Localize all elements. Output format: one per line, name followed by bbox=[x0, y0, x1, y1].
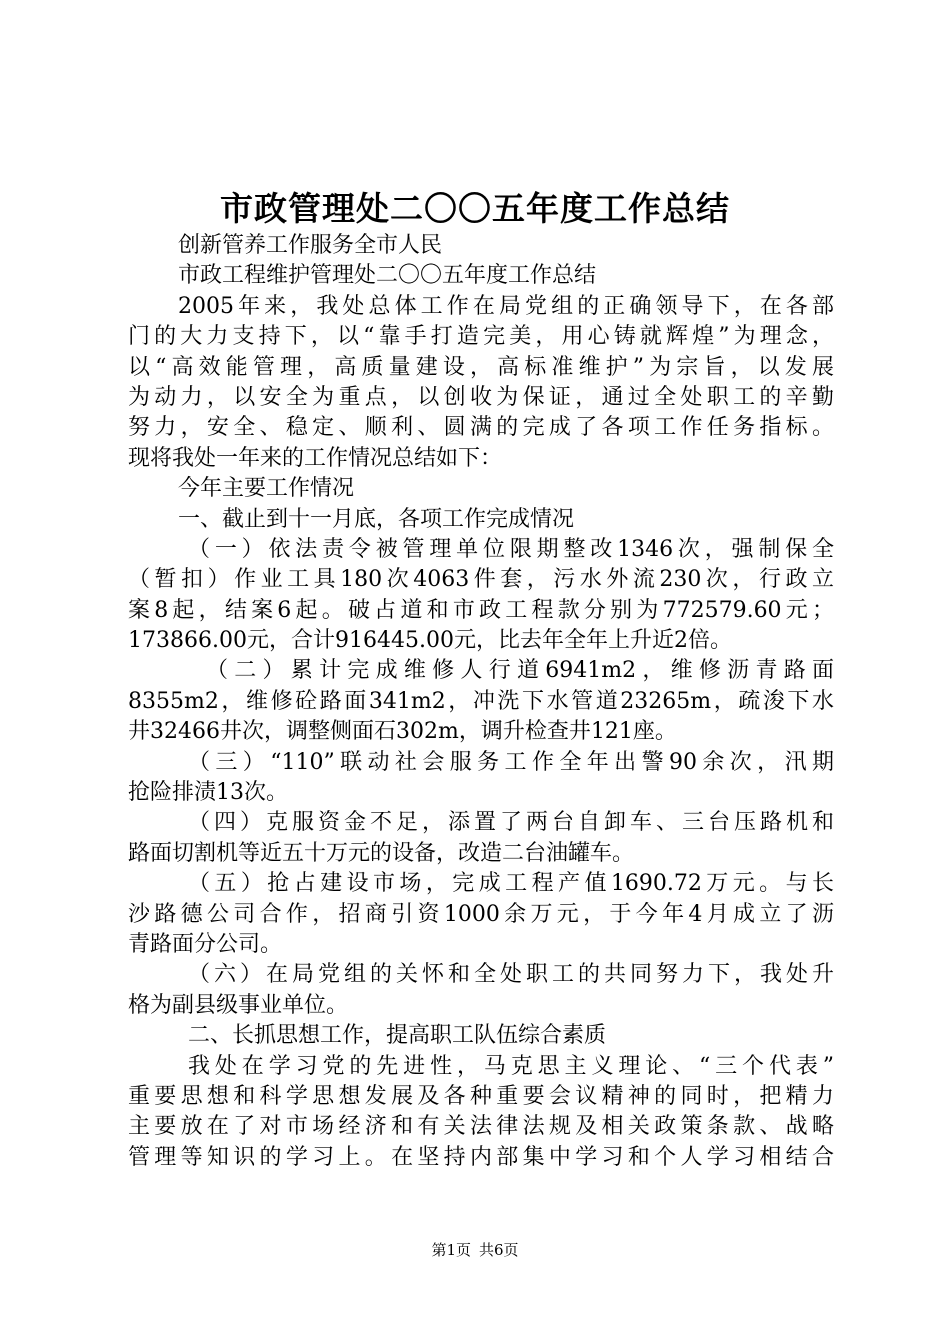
section-heading: 今年主要工作情况 bbox=[178, 476, 355, 502]
paragraph-line: 案8起，结案6起。破占道和市政工程款分别为772579.60元； bbox=[128, 597, 834, 623]
paragraph-line: 主要放在了对市场经济和有关法律法规及相关政策条款、战略 bbox=[128, 1114, 834, 1140]
paragraph-line: （一）依法责令被管理单位限期整改1346次，强制保全 bbox=[188, 536, 834, 562]
page-number: 第1页 bbox=[431, 1241, 471, 1259]
paragraph-line: 以“高效能管理，高质量建设，高标准维护”为宗旨，以发展 bbox=[128, 354, 834, 380]
paragraph-line: （四）克服资金不足，添置了两台自卸车、三台压路机和 bbox=[188, 810, 834, 836]
paragraph-line: （暂扣）作业工具180次4063件套，污水外流230次，行政立 bbox=[128, 567, 834, 593]
paragraph-line: 重要思想和科学思想发展及各种重要会议精神的同时，把精力 bbox=[128, 1083, 834, 1109]
paragraph-line: 管理等知识的学习上。在坚持内部集中学习和个人学习相结合 bbox=[128, 1144, 834, 1170]
subtitle-line: 市政工程维护管理处二〇〇五年度工作总结 bbox=[178, 263, 597, 289]
paragraph-line: 门的大力支持下，以“靠手打造完美，用心铸就辉煌”为理念， bbox=[128, 324, 834, 350]
paragraph-line: （六）在局党组的关怀和全处职工的共同努力下，我处升 bbox=[188, 962, 834, 988]
paragraph-line: 8355m2，维修砼路面341m2，冲洗下水管道23265m，疏浚下水 bbox=[128, 688, 834, 714]
page-footer bbox=[0, 1239, 950, 1261]
page-total: 共6页 bbox=[479, 1241, 519, 1259]
paragraph-line: 努力，安全、稳定、顺利、圆满的完成了各项工作任务指标。 bbox=[128, 415, 834, 441]
paragraph-line: （三）“110”联动社会服务工作全年出警90余次，汛期 bbox=[188, 749, 834, 775]
paragraph-line: 抢险排渍13次。 bbox=[128, 780, 288, 806]
paragraph-line: 173866.00元，合计916445.00元，比去年全年上升近2倍。 bbox=[128, 628, 732, 654]
paragraph-line: 路面切割机等近五十万元的设备，改造二台油罐车。 bbox=[128, 840, 635, 866]
subtitle-line: 创新管养工作服务全市人民 bbox=[178, 233, 443, 258]
section-heading: 二、长抓思想工作，提高职工队伍综合素质 bbox=[188, 1023, 607, 1049]
section-heading: 一、截止到十一月底，各项工作完成情况 bbox=[178, 506, 575, 532]
document-body bbox=[128, 231, 834, 1173]
paragraph-line: 为动力，以安全为重点，以创收为保证，通过全处职工的辛勤 bbox=[128, 384, 834, 410]
paragraph-line: （五）抢占建设市场，完成工程产值1690.72万元。与长 bbox=[188, 871, 834, 897]
paragraph-line: 格为副县级事业单位。 bbox=[128, 992, 349, 1018]
paragraph-line: 现将我处一年来的工作情况总结如下： bbox=[128, 445, 503, 471]
paragraph-line: 2005年来，我处总体工作在局党组的正确领导下，在各部 bbox=[178, 293, 834, 319]
paragraph-line: 井32466井次，调整侧面石302m，调升检查井121座。 bbox=[128, 719, 677, 745]
paragraph-line: 沙路德公司合作，招商引资1000余万元，于今年4月成立了沥 bbox=[128, 901, 834, 927]
paragraph-line: （二）累计完成维修人行道6941m2，维修沥青路面 bbox=[206, 658, 834, 684]
paragraph-line: 我处在学习党的先进性，马克思主义理论、“三个代表” bbox=[188, 1053, 834, 1079]
document-title: 市政管理处二〇〇五年度工作总结 bbox=[220, 189, 730, 228]
paragraph-line: 青路面分公司。 bbox=[128, 931, 283, 957]
